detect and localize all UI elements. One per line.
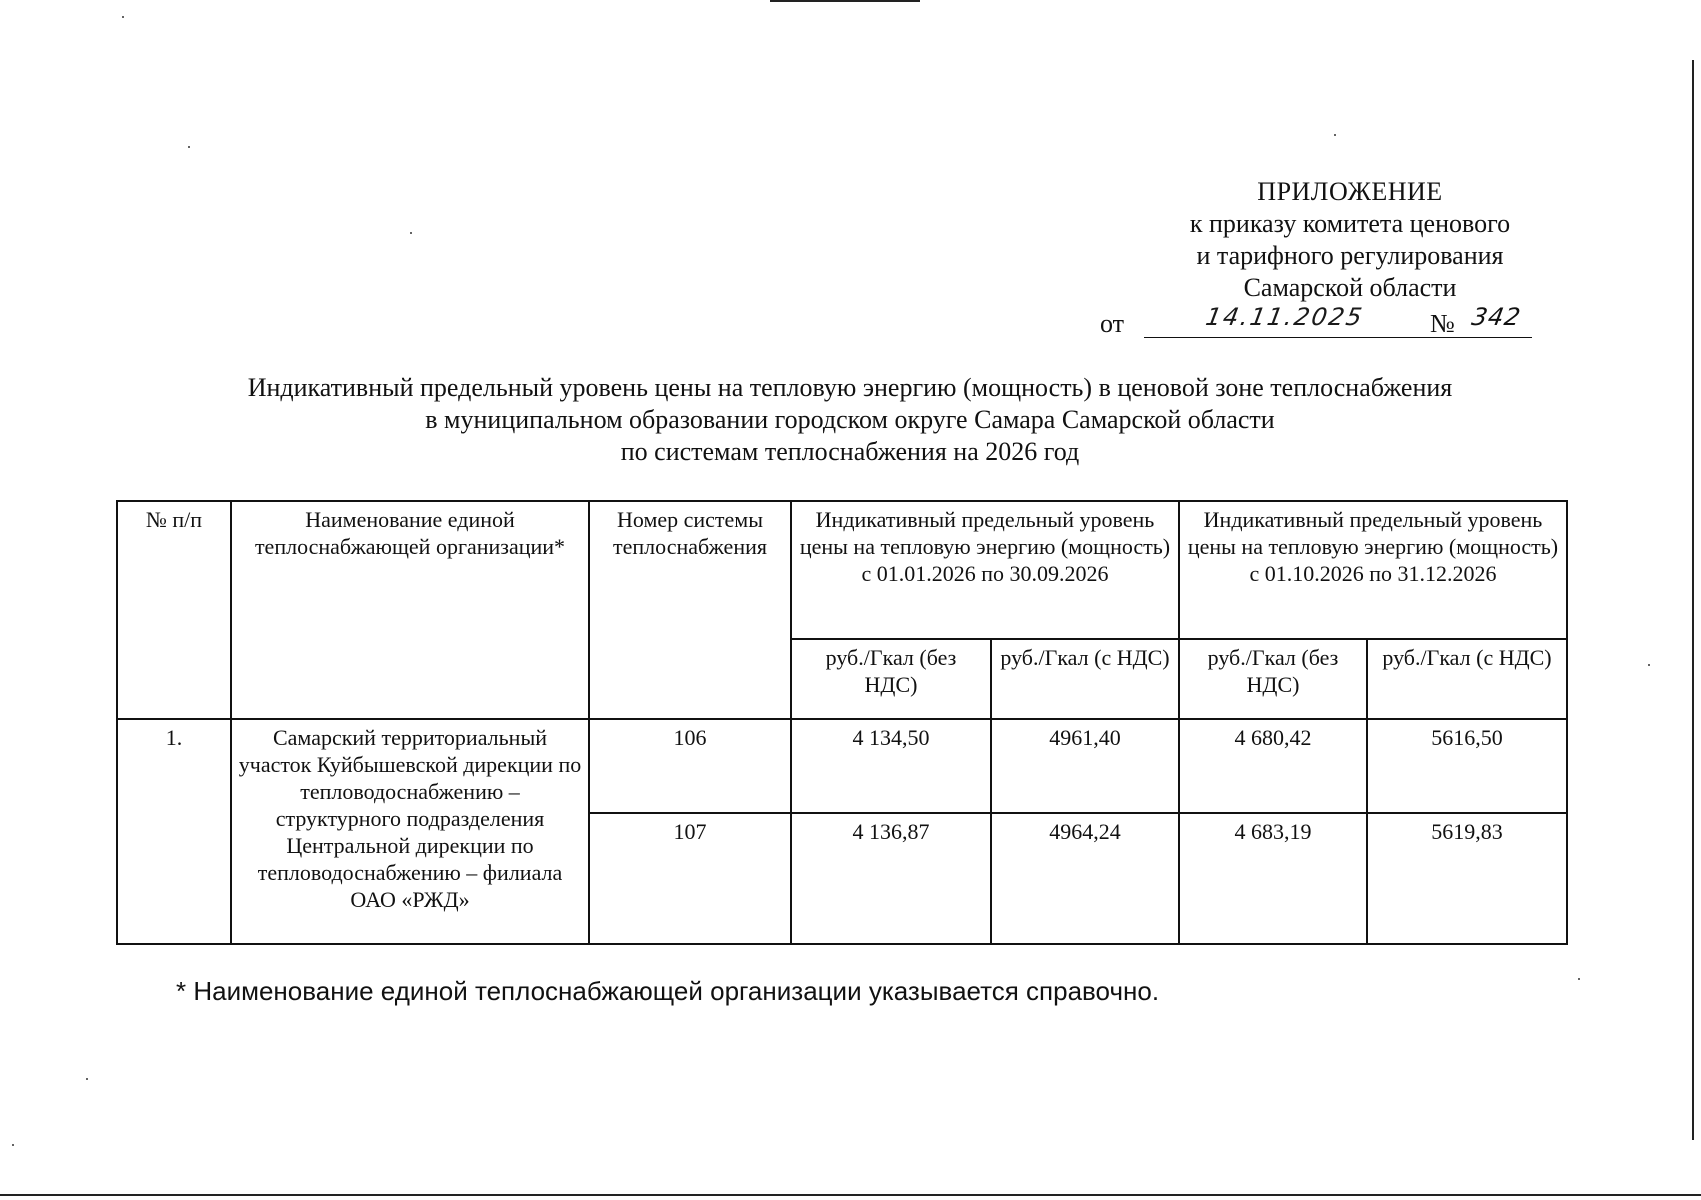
header-period-2: Индикативный предельный уровень цены на тепловую энергию (мощность) с 01.10.2026 по 31.12.2026 [1179,501,1567,639]
cell-p2-with-vat: 5616,50 [1367,719,1567,813]
header-p2-with-vat: руб./Гкал (с НДС) [1367,639,1567,719]
scan-speck [410,232,412,234]
header-p2-without-vat: руб./Гкал (без НДС) [1179,639,1367,719]
appendix-header [1080,176,1620,304]
document-title-line: в муниципальном образовании городском округе Самара Самарской области [425,405,1275,434]
scan-speck [1648,664,1650,666]
header-p1-with-vat: руб./Гкал (с НДС) [991,639,1179,719]
cell-p1-with-vat: 4961,40 [991,719,1179,813]
order-date-number-line [1100,305,1560,341]
scan-speck [1578,978,1580,980]
order-number-label: № [1430,309,1455,338]
entry-organization: Самарский территориальный участок Куйбышевской дирекции по тепловодоснабжению – структурного подразделения Центральной дирекции по тепловодоснабжению – филиала ОАО «РЖД» [231,719,589,944]
scan-speck [12,1144,14,1146]
header-p1-without-vat: руб./Гкал (без НДС) [791,639,991,719]
scan-edge-right [1692,60,1694,1140]
cell-system-number: 107 [589,813,791,944]
order-number-field [1468,305,1532,338]
order-date-handwritten: 14.11.2025 [1203,303,1366,331]
footnote: * Наименование единой теплоснабжающей организации указывается справочно. [176,976,1160,1006]
cell-p2-without-vat: 4 683,19 [1179,813,1367,944]
order-from-label: от [1100,309,1125,338]
cell-p1-without-vat: 4 136,87 [791,813,991,944]
scan-speck [86,1078,88,1080]
appendix-line: Самарской области [1243,273,1457,302]
document-title-line: по системам теплоснабжения на 2026 год [620,437,1080,466]
scan-speck [122,16,124,18]
scan-edge-bottom [0,1194,1701,1196]
cell-p2-without-vat: 4 680,42 [1179,719,1367,813]
cell-system-number: 106 [589,719,791,813]
cell-p1-without-vat: 4 134,50 [791,719,991,813]
header-number: № п/п [117,501,231,719]
scan-speck [1334,134,1336,136]
scan-speck [188,146,190,148]
scan-edge-top [770,0,920,2]
cell-p1-with-vat: 4964,24 [991,813,1179,944]
appendix-line: к приказу комитета ценового [1189,209,1511,238]
order-number-handwritten: 342 [1469,303,1524,331]
table-row [117,719,1567,813]
entry-number: 1. [117,719,231,944]
header-period-1: Индикативный предельный уровень цены на тепловую энергию (мощность) с 01.01.2026 по 30.09.2026 [791,501,1179,639]
header-system-number: Номер системы теплоснабжения [589,501,791,719]
cell-p2-with-vat: 5619,83 [1367,813,1567,944]
appendix-title: ПРИЛОЖЕНИЕ [1257,177,1443,206]
price-level-table [116,500,1568,945]
document-title [100,372,1600,468]
appendix-line: и тарифного регулирования [1196,241,1504,270]
header-organization: Наименование единой теплоснабжающей организации* [231,501,589,719]
document-title-line: Индикативный предельный уровень цены на тепловую энергию (мощность) в ценовой зоне теплоснабжения [247,373,1453,402]
